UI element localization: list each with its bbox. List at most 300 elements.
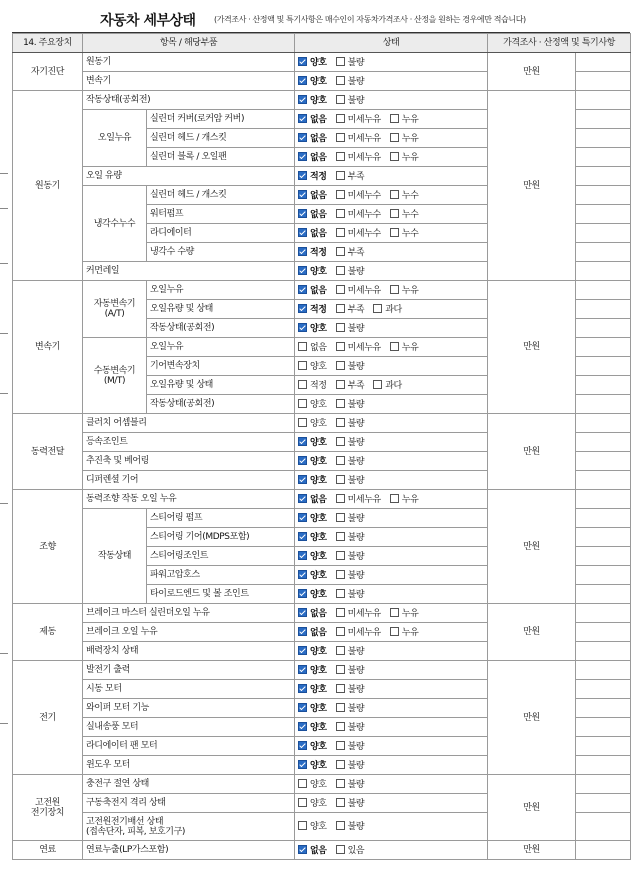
notes-cell[interactable] — [576, 813, 631, 841]
price-amount-cell[interactable]: 만원 — [488, 91, 576, 281]
checked-checkbox-icon[interactable] — [298, 513, 307, 522]
status-option[interactable] — [298, 266, 327, 277]
checkbox-icon[interactable] — [336, 513, 345, 522]
status-option[interactable] — [298, 589, 327, 600]
status-option[interactable] — [336, 228, 381, 239]
checkbox-icon[interactable] — [336, 798, 345, 807]
notes-cell[interactable] — [576, 376, 631, 395]
checked-checkbox-icon[interactable] — [298, 323, 307, 332]
status-option[interactable] — [336, 247, 365, 258]
checkbox-icon[interactable] — [390, 190, 399, 199]
option-label: 미세누유 — [347, 133, 381, 144]
notes-cell[interactable] — [576, 300, 631, 319]
status-cell — [295, 680, 488, 699]
status-option[interactable] — [298, 76, 327, 87]
status-option[interactable] — [298, 323, 327, 334]
status-option[interactable] — [298, 760, 327, 771]
item-label: 발전기 출력 — [83, 661, 295, 680]
status-option[interactable] — [298, 627, 327, 638]
item-label: 브레이크 마스터 실린더오일 누유 — [83, 604, 295, 623]
notes-cell[interactable] — [576, 642, 631, 661]
status-option[interactable] — [298, 247, 327, 258]
item-label: 작동상태(공회전) — [147, 395, 295, 414]
notes-cell[interactable] — [576, 167, 631, 186]
price-amount-cell[interactable]: 만원 — [488, 490, 576, 604]
checkbox-icon[interactable] — [336, 570, 345, 579]
status-cell — [295, 585, 488, 604]
status-option[interactable] — [298, 399, 327, 410]
option-label: 없음 — [310, 133, 327, 144]
checkbox-icon[interactable] — [336, 684, 345, 693]
status-option[interactable] — [298, 494, 327, 505]
checked-checkbox-icon[interactable] — [298, 285, 307, 294]
option-label: 있음 — [347, 845, 365, 856]
status-option[interactable] — [390, 152, 419, 163]
checked-checkbox-icon[interactable] — [298, 665, 307, 674]
status-option[interactable] — [336, 646, 365, 657]
checkbox-icon[interactable] — [298, 399, 307, 408]
checkbox-icon[interactable] — [336, 821, 345, 830]
status-option[interactable] — [298, 342, 327, 353]
checkbox-icon[interactable] — [336, 228, 345, 237]
checkbox-icon[interactable] — [336, 304, 345, 313]
status-option[interactable] — [298, 152, 327, 163]
option-label: 미세누수 — [347, 190, 381, 201]
checkbox-icon[interactable] — [336, 190, 345, 199]
status-option[interactable] — [336, 304, 365, 315]
status-option[interactable] — [336, 722, 365, 733]
status-option[interactable] — [298, 190, 327, 201]
item-label: 실린더 헤드 / 개스킷 — [147, 186, 295, 205]
notes-cell[interactable] — [576, 566, 631, 585]
status-option[interactable] — [298, 304, 327, 315]
checked-checkbox-icon[interactable] — [298, 76, 307, 85]
status-option[interactable] — [336, 380, 365, 391]
notes-cell[interactable] — [576, 148, 631, 167]
checked-checkbox-icon[interactable] — [298, 570, 307, 579]
option-label: 양호 — [310, 437, 327, 448]
item-label: 냉각수 수량 — [147, 243, 295, 262]
status-option[interactable] — [373, 380, 402, 391]
status-option[interactable] — [336, 798, 365, 809]
table-row — [13, 841, 631, 860]
checkbox-icon[interactable] — [336, 57, 345, 66]
price-amount-cell[interactable]: 만원 — [488, 841, 576, 860]
status-option[interactable] — [298, 228, 327, 239]
notes-cell[interactable] — [576, 224, 631, 243]
status-cell — [295, 414, 488, 433]
notes-cell[interactable] — [576, 756, 631, 775]
checkbox-icon[interactable] — [336, 760, 345, 769]
checkbox-icon[interactable] — [336, 456, 345, 465]
status-option[interactable] — [298, 285, 327, 296]
checked-checkbox-icon[interactable] — [298, 266, 307, 275]
checked-checkbox-icon[interactable] — [298, 228, 307, 237]
checked-checkbox-icon[interactable] — [298, 190, 307, 199]
status-option[interactable] — [336, 323, 365, 334]
checkbox-icon[interactable] — [390, 152, 399, 161]
item-label: 와이퍼 모터 기능 — [83, 699, 295, 718]
status-option[interactable] — [298, 703, 327, 714]
status-option[interactable] — [298, 95, 327, 106]
notes-cell[interactable] — [576, 509, 631, 528]
checkbox-icon[interactable] — [336, 247, 345, 256]
checkbox-icon[interactable] — [336, 646, 345, 655]
notes-cell[interactable] — [576, 490, 631, 509]
checkbox-icon[interactable] — [336, 152, 345, 161]
status-option[interactable] — [336, 456, 365, 467]
price-amount-cell[interactable]: 만원 — [488, 414, 576, 490]
notes-cell[interactable] — [576, 205, 631, 224]
checked-checkbox-icon[interactable] — [298, 475, 307, 484]
status-option[interactable] — [390, 228, 419, 239]
status-option[interactable] — [336, 76, 365, 87]
status-option[interactable] — [336, 57, 365, 68]
checkbox-icon[interactable] — [298, 798, 307, 807]
checkbox-icon[interactable] — [336, 133, 345, 142]
status-option[interactable] — [336, 171, 365, 182]
notes-cell[interactable] — [576, 718, 631, 737]
status-cell — [295, 224, 488, 243]
status-cell — [295, 186, 488, 205]
status-option[interactable] — [336, 589, 365, 600]
checkbox-icon[interactable] — [336, 266, 345, 275]
checkbox-icon[interactable] — [336, 627, 345, 636]
option-label: 없음 — [310, 152, 327, 163]
option-label: 미세누유 — [347, 342, 381, 353]
checked-checkbox-icon[interactable] — [298, 171, 307, 180]
status-option[interactable] — [390, 133, 419, 144]
status-option[interactable] — [298, 456, 327, 467]
notes-cell[interactable] — [576, 452, 631, 471]
checkbox-icon[interactable] — [298, 418, 307, 427]
checkbox-icon[interactable] — [336, 380, 345, 389]
item-label: 타이로드엔드 및 볼 조인트 — [147, 585, 295, 604]
checkbox-icon[interactable] — [390, 627, 399, 636]
status-option[interactable] — [390, 494, 419, 505]
price-amount-cell[interactable]: 만원 — [488, 281, 576, 414]
checked-checkbox-icon[interactable] — [298, 551, 307, 560]
status-cell — [295, 262, 488, 281]
status-option[interactable] — [336, 209, 381, 220]
notes-cell[interactable] — [576, 794, 631, 813]
notes-cell[interactable] — [576, 623, 631, 642]
status-cell — [295, 490, 488, 509]
item-label: 충전구 절연 상태 — [83, 775, 295, 794]
notes-cell[interactable] — [576, 357, 631, 376]
checkbox-icon[interactable] — [336, 95, 345, 104]
category-cell: 고전원 전기장치 — [13, 775, 83, 841]
status-option[interactable] — [336, 570, 365, 581]
notes-cell[interactable] — [576, 186, 631, 205]
checkbox-icon[interactable] — [336, 399, 345, 408]
checked-checkbox-icon[interactable] — [298, 95, 307, 104]
notes-cell[interactable] — [576, 129, 631, 148]
price-amount-cell[interactable]: 만원 — [488, 661, 576, 775]
status-option[interactable] — [390, 209, 419, 220]
left-page-edge — [0, 33, 12, 865]
status-option[interactable] — [390, 342, 419, 353]
status-option[interactable] — [298, 57, 327, 68]
option-label: 과다 — [385, 304, 402, 315]
table-row — [13, 604, 631, 623]
checkbox-icon[interactable] — [336, 361, 345, 370]
checkbox-icon[interactable] — [336, 741, 345, 750]
status-option[interactable] — [298, 532, 327, 543]
status-option[interactable] — [336, 608, 381, 619]
notes-cell[interactable] — [576, 53, 631, 72]
option-label: 불량 — [347, 760, 365, 771]
checked-checkbox-icon[interactable] — [298, 845, 307, 854]
status-option[interactable] — [298, 418, 327, 429]
status-option[interactable] — [298, 513, 327, 524]
notes-cell[interactable] — [576, 110, 631, 129]
status-option[interactable] — [336, 779, 365, 790]
status-option[interactable] — [336, 703, 365, 714]
checkbox-icon[interactable] — [336, 209, 345, 218]
price-amount-cell[interactable]: 만원 — [488, 53, 576, 91]
checked-checkbox-icon[interactable] — [298, 760, 307, 769]
status-option[interactable] — [298, 551, 327, 562]
notes-cell[interactable] — [576, 338, 631, 357]
checked-checkbox-icon[interactable] — [298, 494, 307, 503]
status-option[interactable] — [390, 114, 419, 125]
checkbox-icon[interactable] — [336, 703, 345, 712]
status-option[interactable] — [336, 399, 365, 410]
checkbox-icon[interactable] — [336, 532, 345, 541]
checkbox-icon[interactable] — [298, 380, 307, 389]
checked-checkbox-icon[interactable] — [298, 152, 307, 161]
price-amount-cell[interactable]: 만원 — [488, 604, 576, 661]
checked-checkbox-icon[interactable] — [298, 608, 307, 617]
status-option[interactable] — [298, 570, 327, 581]
status-option[interactable] — [336, 845, 365, 856]
checked-checkbox-icon[interactable] — [298, 304, 307, 313]
status-cell — [295, 53, 488, 72]
checkbox-icon[interactable] — [336, 418, 345, 427]
checkbox-icon[interactable] — [336, 437, 345, 446]
checkbox-icon[interactable] — [336, 475, 345, 484]
checked-checkbox-icon[interactable] — [298, 627, 307, 636]
status-option[interactable] — [298, 475, 327, 486]
notes-cell[interactable] — [576, 661, 631, 680]
status-option[interactable] — [336, 760, 365, 771]
status-option[interactable] — [298, 437, 327, 448]
status-cell — [295, 471, 488, 490]
price-amount-cell[interactable]: 만원 — [488, 775, 576, 841]
status-option[interactable] — [336, 684, 365, 695]
status-option[interactable] — [298, 741, 327, 752]
option-label: 누유 — [401, 133, 419, 144]
checked-checkbox-icon[interactable] — [298, 532, 307, 541]
status-option[interactable] — [373, 304, 402, 315]
option-label: 없음 — [310, 114, 327, 125]
checkbox-icon[interactable] — [336, 171, 345, 180]
status-option[interactable] — [336, 437, 365, 448]
status-cell — [295, 452, 488, 471]
status-option[interactable] — [336, 821, 365, 832]
status-option[interactable] — [390, 608, 419, 619]
title-bar — [12, 6, 630, 33]
status-option[interactable] — [298, 821, 327, 832]
checkbox-icon[interactable] — [390, 133, 399, 142]
checkbox-icon[interactable] — [390, 209, 399, 218]
checked-checkbox-icon[interactable] — [298, 114, 307, 123]
checkbox-icon[interactable] — [336, 845, 345, 854]
notes-cell[interactable] — [576, 433, 631, 452]
checkbox-icon[interactable] — [336, 342, 345, 351]
status-option[interactable] — [336, 361, 365, 372]
status-option[interactable] — [336, 475, 365, 486]
checkbox-icon[interactable] — [373, 380, 382, 389]
notes-cell[interactable] — [576, 775, 631, 794]
option-label: 불량 — [347, 76, 365, 87]
checkbox-icon[interactable] — [390, 494, 399, 503]
status-option[interactable] — [336, 342, 381, 353]
status-option[interactable] — [336, 190, 381, 201]
checkbox-icon[interactable] — [336, 76, 345, 85]
notes-cell[interactable] — [576, 547, 631, 566]
checkbox-icon[interactable] — [298, 361, 307, 370]
notes-cell[interactable] — [576, 604, 631, 623]
notes-cell[interactable] — [576, 281, 631, 300]
checkbox-icon[interactable] — [298, 779, 307, 788]
status-option[interactable] — [336, 627, 381, 638]
notes-cell[interactable] — [576, 395, 631, 414]
page-subtitle: (가격조사 · 산정액 및 특기사항은 매수인이 자동차가격조사 · 산정을 원하는 경우에만 적습니다) — [214, 15, 526, 24]
status-option[interactable] — [336, 133, 381, 144]
notes-cell[interactable] — [576, 319, 631, 338]
status-cell — [295, 813, 488, 841]
notes-cell[interactable] — [576, 699, 631, 718]
notes-cell[interactable] — [576, 528, 631, 547]
notes-cell[interactable] — [576, 243, 631, 262]
group-cell: 자동변속기 (A/T) — [83, 281, 147, 338]
checked-checkbox-icon[interactable] — [298, 57, 307, 66]
status-option[interactable] — [336, 532, 365, 543]
status-option[interactable] — [298, 114, 327, 125]
checkbox-icon[interactable] — [373, 304, 382, 313]
status-option[interactable] — [336, 665, 365, 676]
status-cell — [295, 528, 488, 547]
status-option[interactable] — [298, 361, 327, 372]
option-label: 양호 — [310, 665, 327, 676]
status-option[interactable] — [298, 133, 327, 144]
status-option[interactable] — [336, 114, 381, 125]
status-option[interactable] — [336, 551, 365, 562]
checkbox-icon[interactable] — [390, 285, 399, 294]
checked-checkbox-icon[interactable] — [298, 684, 307, 693]
status-option[interactable] — [298, 665, 327, 676]
checkbox-icon[interactable] — [336, 608, 345, 617]
status-option[interactable] — [390, 627, 419, 638]
status-option[interactable] — [390, 285, 419, 296]
notes-cell[interactable] — [576, 72, 631, 91]
checkbox-icon[interactable] — [298, 821, 307, 830]
status-option[interactable] — [298, 779, 327, 790]
checkbox-icon[interactable] — [336, 551, 345, 560]
option-label: 누유 — [401, 627, 419, 638]
notes-cell[interactable] — [576, 841, 631, 860]
checkbox-icon[interactable] — [336, 779, 345, 788]
notes-cell[interactable] — [576, 737, 631, 756]
checkbox-icon[interactable] — [336, 665, 345, 674]
checked-checkbox-icon[interactable] — [298, 456, 307, 465]
status-option[interactable] — [298, 608, 327, 619]
status-cell — [295, 167, 488, 186]
status-option[interactable] — [298, 209, 327, 220]
option-label: 불량 — [347, 399, 365, 410]
checkbox-icon[interactable] — [336, 722, 345, 731]
status-option[interactable] — [336, 266, 365, 277]
status-option[interactable] — [390, 190, 419, 201]
checked-checkbox-icon[interactable] — [298, 247, 307, 256]
status-option[interactable] — [298, 845, 327, 856]
checkbox-icon[interactable] — [336, 323, 345, 332]
notes-cell[interactable] — [576, 471, 631, 490]
checked-checkbox-icon[interactable] — [298, 209, 307, 218]
checkbox-icon[interactable] — [390, 608, 399, 617]
status-option[interactable] — [298, 380, 327, 391]
notes-cell[interactable] — [576, 262, 631, 281]
header-status: 상태 — [295, 34, 488, 53]
status-option[interactable] — [336, 513, 365, 524]
status-option[interactable] — [298, 722, 327, 733]
checkbox-icon[interactable] — [336, 494, 345, 503]
status-option[interactable] — [336, 95, 365, 106]
status-option[interactable] — [336, 418, 365, 429]
table-row — [13, 53, 631, 72]
notes-cell[interactable] — [576, 585, 631, 604]
option-label: 미세누유 — [347, 627, 381, 638]
status-option[interactable] — [298, 798, 327, 809]
checked-checkbox-icon[interactable] — [298, 133, 307, 142]
option-label: 적정 — [310, 247, 327, 258]
checked-checkbox-icon[interactable] — [298, 703, 307, 712]
checked-checkbox-icon[interactable] — [298, 722, 307, 731]
option-label: 양호 — [310, 703, 327, 714]
checked-checkbox-icon[interactable] — [298, 437, 307, 446]
notes-cell[interactable] — [576, 91, 631, 110]
status-option[interactable] — [336, 741, 365, 752]
status-option[interactable] — [298, 171, 327, 182]
checkbox-icon[interactable] — [390, 114, 399, 123]
option-label: 미세누유 — [347, 285, 381, 296]
option-label: 양호 — [310, 513, 327, 524]
checkbox-icon[interactable] — [336, 114, 345, 123]
checkbox-icon[interactable] — [390, 342, 399, 351]
option-label: 없음 — [310, 209, 327, 220]
notes-cell[interactable] — [576, 414, 631, 433]
status-option[interactable] — [336, 285, 381, 296]
checkbox-icon[interactable] — [298, 342, 307, 351]
checkbox-icon[interactable] — [336, 589, 345, 598]
option-label: 부족 — [347, 247, 365, 258]
status-option[interactable] — [298, 684, 327, 695]
status-cell — [295, 547, 488, 566]
notes-cell[interactable] — [576, 680, 631, 699]
checked-checkbox-icon[interactable] — [298, 741, 307, 750]
checked-checkbox-icon[interactable] — [298, 646, 307, 655]
option-label: 누유 — [401, 285, 419, 296]
checkbox-icon[interactable] — [390, 228, 399, 237]
status-option[interactable] — [336, 494, 381, 505]
status-option[interactable] — [336, 152, 381, 163]
checkbox-icon[interactable] — [336, 285, 345, 294]
item-label: 배력장치 상태 — [83, 642, 295, 661]
status-option[interactable] — [298, 646, 327, 657]
checked-checkbox-icon[interactable] — [298, 589, 307, 598]
